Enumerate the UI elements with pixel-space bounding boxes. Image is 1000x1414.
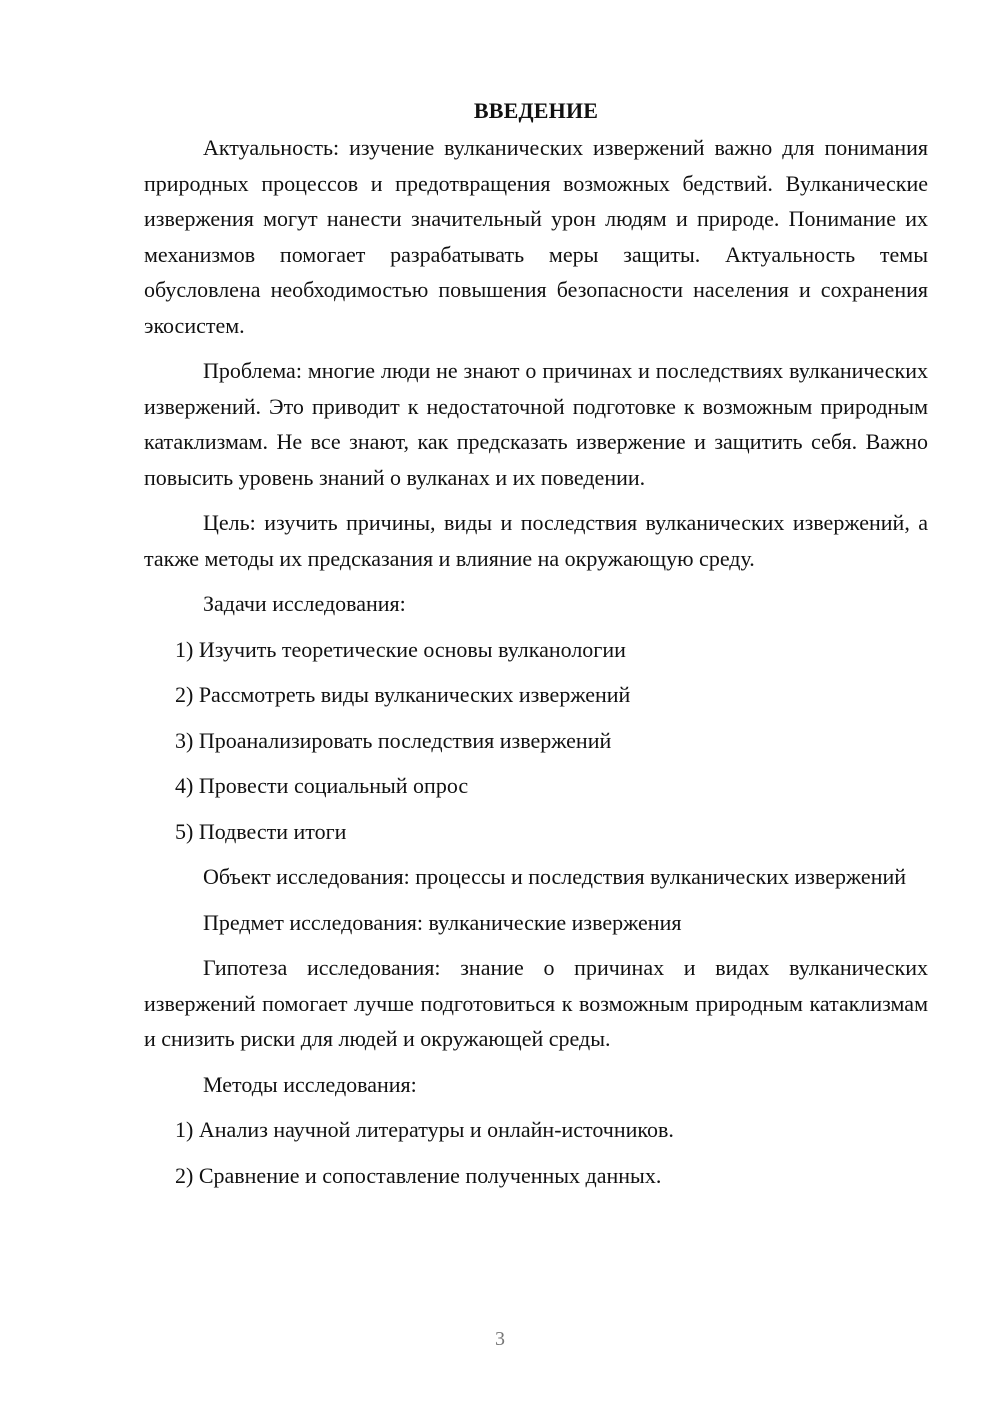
list-item: 5) Подвести итоги <box>175 818 347 844</box>
list-item: 3) Проанализировать последствия извержений <box>175 727 612 753</box>
problem-paragraph: Проблема: многие люди не знают о причинах и последствиях вулканических извержений. Это приводит к недостаточной подготовке к возможным природным катаклизмам. Не все знают, как предсказать извержение и защитить себя. Важно повысить уровень знаний о вулканах и их поведении. <box>144 358 928 490</box>
list-item: 2) Рассмотреть виды вулканических извержений <box>175 682 631 707</box>
document-page <box>144 94 928 1203</box>
methods-heading: Методы исследования: <box>203 1071 417 1097</box>
list-item: 1) Изучить теоретические основы вулканологии <box>175 636 626 662</box>
page-number: 3 <box>495 1328 505 1350</box>
list-item: 1) Анализ научной литературы и онлайн-источников. <box>175 1117 674 1142</box>
goal-paragraph: Цель: изучить причины, виды и последствия вулканических извержений, а также методы их предсказания и влияние на окружающую среду. <box>144 510 928 571</box>
tasks-heading: Задачи исследования: <box>203 591 406 616</box>
object-paragraph: Объект исследования: процессы и последствия вулканических извержений <box>203 864 907 889</box>
section-title: ВВЕДЕНИЕ <box>473 98 599 123</box>
subject-paragraph: Предмет исследования: вулканические извержения <box>203 909 682 935</box>
list-item: 2) Сравнение и сопоставление полученных данных. <box>175 1162 662 1188</box>
hypothesis-paragraph: Гипотеза исследования: знание о причинах и видах вулканических извержений помогает лучше подготовиться к возможным природным катаклизмам и снизить риски для людей и окружающей среды. <box>144 955 928 1051</box>
list-item: 4) Провести социальный опрос <box>175 773 469 798</box>
relevance-paragraph: Актуальность: изучение вулканических извержений важно для понимания природных процессов и предотвращения возможных бедствий. Вулканические извержения могут нанести значительный урон людям и природе. Понимание их механизмов помогает разрабатывать меры защиты. Актуальность темы обусловлена необходимостью повышения безопасности населения и сохранения экосистем. <box>144 135 928 338</box>
